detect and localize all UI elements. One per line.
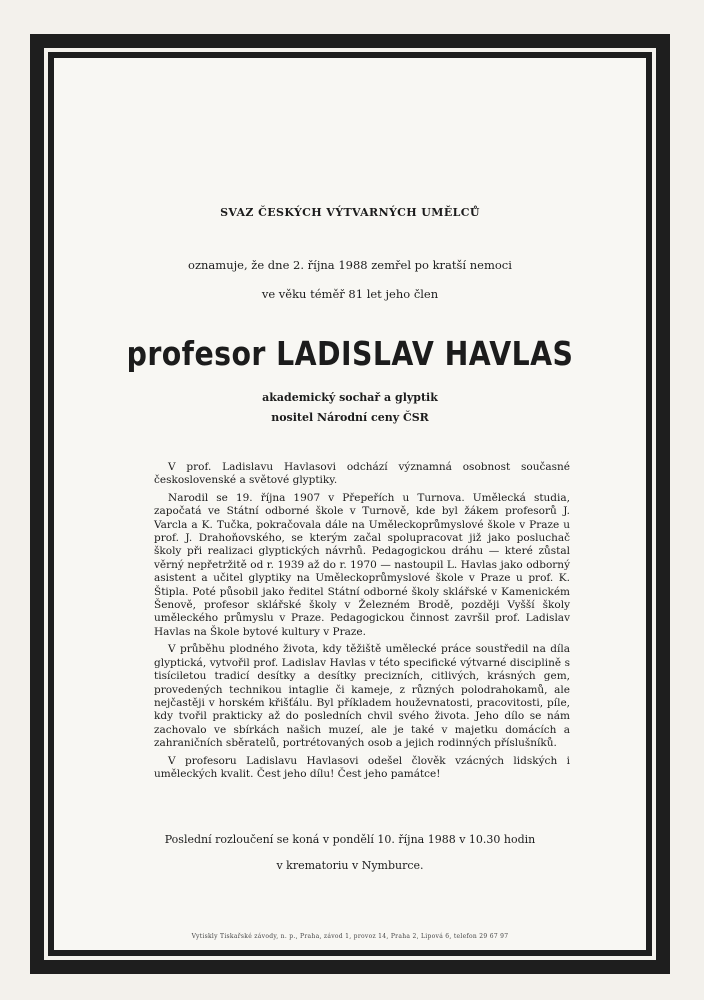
deceased-full-name: LADISLAV HAVLAS — [276, 334, 574, 373]
paragraph: V průběhu plodného života, kdy těžiště umělecké práce soustředil na díla glyptická, vytvořil prof. Ladislav Havlas v této specifické výtvarné disciplině s tisíciletou tradicí desítky a desítky precizních, citlivých, krásných gem, provedených technikou intaglie či kameje, z různých polodrahokamů, ale nejčastěji v horském křišťálu. Byl příkladem houževnatosti, pracovitosti, píle, kdy tvořil prakticky až do posledních chvil svého života. Jeho dílo se nám zachovalo ve sbírkách našich muzeí, ale je také v majetku domácích a zahraničních sběratelů, portrétovaných osob a jejich rodinných příslušníků. — [154, 643, 570, 750]
printer-note: Vytiskly Tiskařské závody, n. p., Praha, závod 1, provoz 14, Praha 2, Lipová 6, telefon 29 67 97 — [191, 933, 509, 940]
announcement-line-2: ve věku téměř 81 let jeho člen — [261, 287, 439, 301]
paragraph: V prof. Ladislavu Havlasovi odchází významná osobnost současné československé a světové glyptiky. — [154, 461, 570, 487]
award: nositel Národní ceny ČSR — [271, 411, 429, 424]
farewell-line-1: Poslední rozloučení se koná v pondělí 10. října 1988 v 10.30 hodin — [164, 833, 536, 846]
farewell-line-2: v krematoriu v Nymburce. — [276, 859, 424, 872]
obituary-sheet — [54, 58, 646, 950]
obituary-body — [154, 461, 570, 785]
announcement-line-1: oznamuje, že dne 2. října 1988 zemřel po kratší nemoci — [188, 258, 512, 272]
paragraph: V profesoru Ladislavu Havlasovi odešel člověk vzácných lidských i uměleckých kvalit. Čest jeho dílu! Čest jeho památce! — [154, 754, 570, 780]
organization-name: SVAZ ČESKÝCH VÝTVARNÝCH UMĚLCŮ — [220, 206, 480, 219]
deceased-title: profesor — [126, 334, 266, 373]
deceased-name — [95, 334, 604, 374]
profession: akademický sochař a glyptik — [262, 391, 438, 404]
paragraph: Narodil se 19. října 1907 v Přepeřích u Turnova. Umělecká studia, započatá ve Státní odborné škole v Turnově, kde byl žákem profesorů J. Varcla a K. Tučka, pokračovala dále na Uměleckoprůmyslové škole v Praze u prof. J. Drahoňovského, se kterým začal spolupracovat již jako posluchač školy při realizaci glyptických návrhů. Pedagogickou dráhu — které zůstal věrný nepřetržitě od r. 1939 až do r. 1970 — nastoupil L. Havlas jako odborný asistent a učitel glyptiky na Uměleckoprůmyslové škole v Praze u prof. K. Štipla. Poté působil jako ředitel Státní odborné školy sklářské v Kamenickém Šenově, profesor sklářské školy v Železném Brodě, později Vyšší školy uměleckého průmyslu v Praze. Pedagogickou činnost završil prof. Ladislav Havlas na Škole bytové kultury v Praze. — [154, 491, 570, 638]
